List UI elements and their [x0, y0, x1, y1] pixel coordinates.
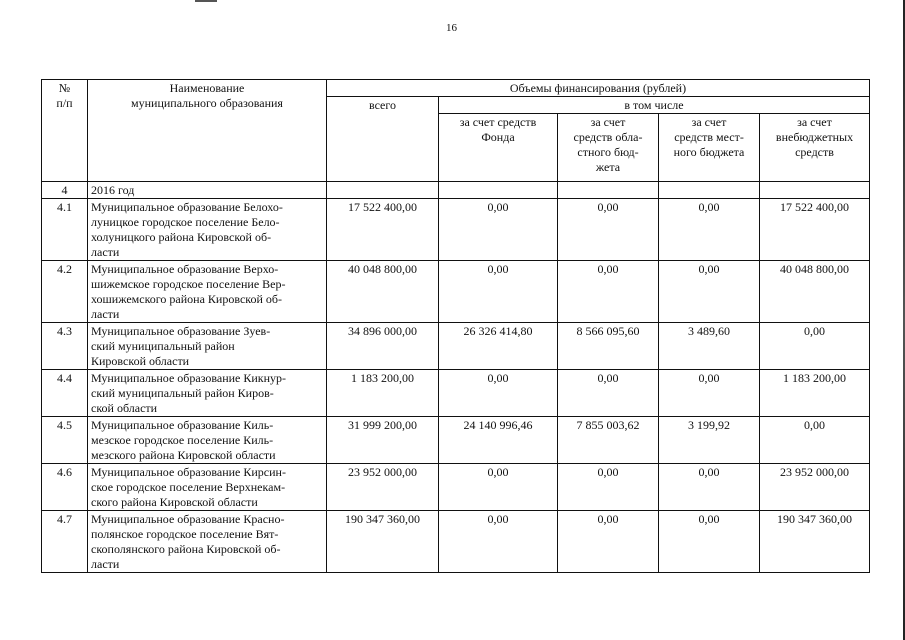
row-num: 4.5 [42, 417, 88, 464]
row-name-text: Муниципальное образование Белохо- луницкое городское поселение Бело- холуницкого района Кировской об- ласти [91, 200, 283, 259]
row-total: 34 896 000,00 [327, 323, 439, 370]
header-extra-text: за счет внебюджетных средств [775, 115, 854, 159]
header-name-text: Наименование муниципального образования [131, 81, 283, 110]
row-regional: 0,00 [558, 511, 659, 573]
row-extra: 0,00 [760, 417, 870, 464]
row-name [88, 417, 327, 464]
row-name [88, 199, 327, 261]
row-extra: 0,00 [760, 323, 870, 370]
section-row [42, 182, 870, 199]
row-local: 0,00 [659, 199, 760, 261]
row-name-text: Муниципальное образование Верхо- шижемское городское поселение Вер- хошижемского района Кировской об- ласти [91, 262, 286, 321]
row-fund: 0,00 [439, 464, 558, 511]
row-total: 190 347 360,00 [327, 511, 439, 573]
row-name [88, 511, 327, 573]
row-fund: 24 140 996,46 [439, 417, 558, 464]
table-row [42, 417, 870, 464]
row-name-text: Муниципальное образование Красно- полянское городское поселение Вят- скополянского района Кировской об- ласти [91, 512, 285, 571]
row-total: 23 952 000,00 [327, 464, 439, 511]
row-regional: 7 855 003,62 [558, 417, 659, 464]
row-regional: 0,00 [558, 370, 659, 417]
row-local: 0,00 [659, 464, 760, 511]
row-name [88, 261, 327, 323]
row-extra: 40 048 800,00 [760, 261, 870, 323]
section-title: 2016 год [88, 182, 327, 199]
section-empty-cell [439, 182, 558, 199]
row-extra: 190 347 360,00 [760, 511, 870, 573]
section-empty-cell [760, 182, 870, 199]
table-row [42, 261, 870, 323]
row-total: 17 522 400,00 [327, 199, 439, 261]
header-regional [558, 114, 659, 182]
header-fund [439, 114, 558, 182]
row-extra: 1 183 200,00 [760, 370, 870, 417]
row-fund: 0,00 [439, 261, 558, 323]
row-fund: 0,00 [439, 370, 558, 417]
header-including: в том числе [439, 97, 870, 114]
row-num: 4.3 [42, 323, 88, 370]
header-volumes: Объемы финансирования (рублей) [327, 80, 870, 97]
header-local [659, 114, 760, 182]
row-regional: 0,00 [558, 261, 659, 323]
section-empty-cell [327, 182, 439, 199]
row-extra: 17 522 400,00 [760, 199, 870, 261]
row-total: 40 048 800,00 [327, 261, 439, 323]
row-fund: 0,00 [439, 199, 558, 261]
header-name [88, 80, 327, 182]
row-name-text: Муниципальное образование Зуев- ский муниципальный район Кировской области [91, 324, 271, 368]
table-row [42, 199, 870, 261]
row-num: 4.1 [42, 199, 88, 261]
section-num: 4 [42, 182, 88, 199]
financing-table [41, 79, 870, 573]
row-regional: 0,00 [558, 199, 659, 261]
header-num [42, 80, 88, 182]
row-total: 31 999 200,00 [327, 417, 439, 464]
section-empty-cell [558, 182, 659, 199]
header-fund-text: за счет средств Фонда [459, 115, 537, 144]
row-num: 4.2 [42, 261, 88, 323]
table-row [42, 511, 870, 573]
table-row [42, 370, 870, 417]
header-local-text: за счет средств мест- ного бюджета [673, 115, 745, 159]
row-local: 0,00 [659, 511, 760, 573]
row-num: 4.6 [42, 464, 88, 511]
row-name-text: Муниципальное образование Кикнур- ский муниципальный район Киров- ской области [91, 371, 287, 415]
row-regional: 0,00 [558, 464, 659, 511]
table-row [42, 323, 870, 370]
row-name [88, 464, 327, 511]
header-total: всего [327, 97, 439, 182]
row-local: 0,00 [659, 370, 760, 417]
row-fund: 26 326 414,80 [439, 323, 558, 370]
row-total: 1 183 200,00 [327, 370, 439, 417]
row-local: 3 489,60 [659, 323, 760, 370]
row-num: 4.7 [42, 511, 88, 573]
row-regional: 8 566 095,60 [558, 323, 659, 370]
row-name-text: Муниципальное образование Кирсин- ское городское поселение Верхнекам- ского района Кировской области [91, 465, 286, 509]
row-num: 4.4 [42, 370, 88, 417]
header-num-text: № п/п [56, 81, 73, 110]
row-local: 0,00 [659, 261, 760, 323]
page-number: 16 [446, 22, 457, 34]
row-name-text: Муниципальное образование Киль- мезское городское поселение Киль- мезского района Кировской области [91, 418, 276, 462]
section-empty-cell [659, 182, 760, 199]
header-regional-text: за счет средств обла- стного бюд- жета [573, 115, 643, 174]
scan-artifact [195, 0, 217, 2]
table-row [42, 464, 870, 511]
row-extra: 23 952 000,00 [760, 464, 870, 511]
row-fund: 0,00 [439, 511, 558, 573]
row-name [88, 370, 327, 417]
header-extra [760, 114, 870, 182]
row-name [88, 323, 327, 370]
row-local: 3 199,92 [659, 417, 760, 464]
